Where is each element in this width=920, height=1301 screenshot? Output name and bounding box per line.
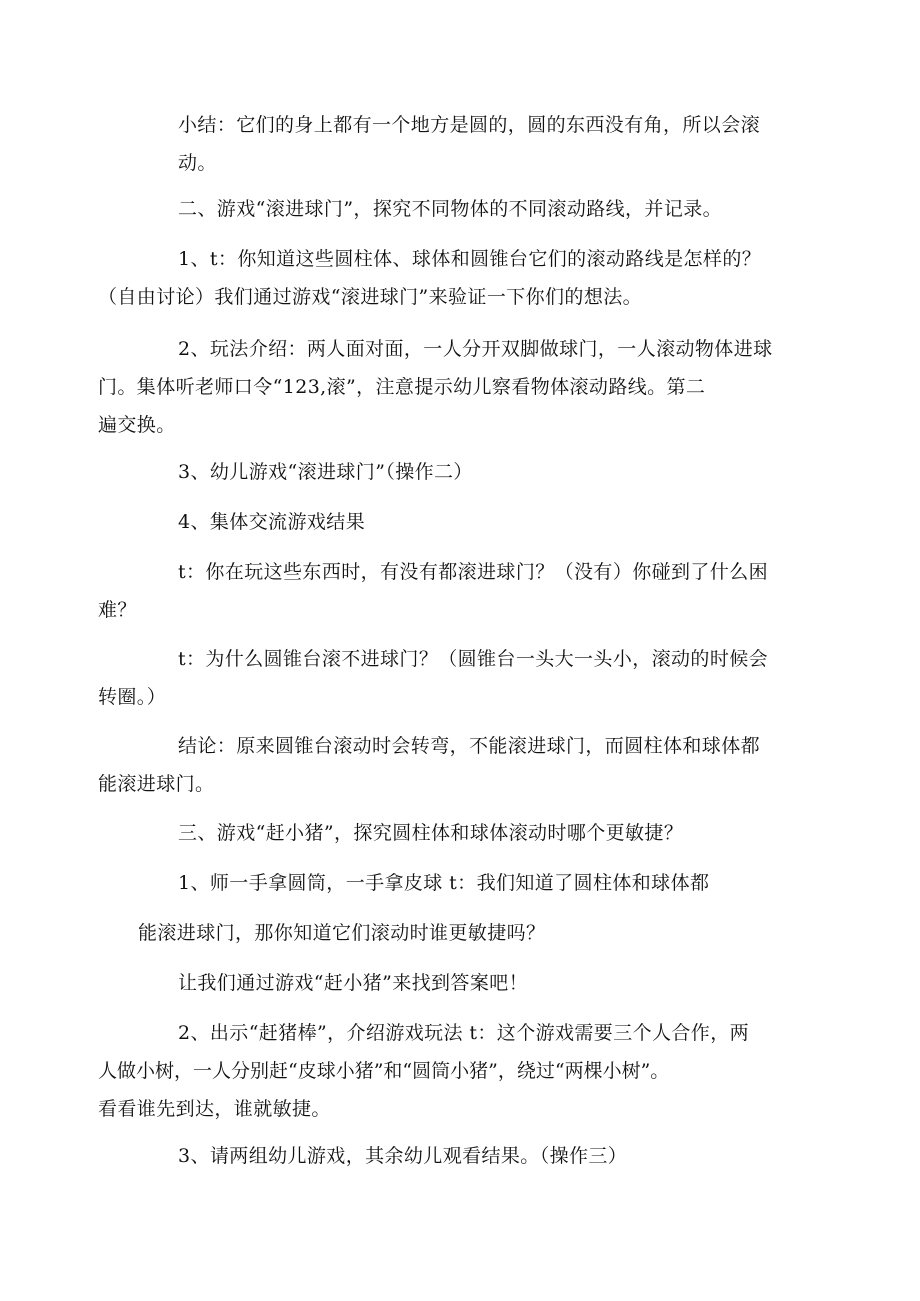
text-line: （自由讨论）我们通过游戏“滚进球门”来验证一下你们的想法。	[98, 286, 643, 308]
text-line: 人做小树，一人分别赶“皮球小猪”和“圆筒小猪”，绕过“两棵小树”。	[98, 1060, 670, 1082]
text-line: 2、玩法介绍：两人面对面，一人分开双脚做球门，一人滚动物体进球	[178, 338, 773, 360]
section-3-heading	[138, 814, 798, 852]
text-line: 让我们通过游戏“赶小猪”来找到答案吧！	[178, 972, 529, 994]
paragraph-s3-item3	[138, 1137, 798, 1175]
paragraph-s2-question2	[98, 640, 798, 716]
paragraph-s2-item3	[138, 453, 798, 491]
paragraph-s3-item2	[98, 1014, 798, 1128]
text-line: 动。	[178, 152, 217, 174]
text-line: t：为什么圆锥台滚不进球门？（圆锥台一头大一头小，滚动的时候会	[178, 648, 769, 670]
text-line: 能滚进球门。	[98, 773, 215, 795]
paragraph-s2-item1	[98, 240, 798, 316]
text-line: t：你在玩这些东西时，有没有都滚进球门？（没有）你碰到了什么困	[178, 561, 769, 583]
text-line: 3、幼儿游戏“滚进球门”（操作二）	[178, 461, 473, 483]
text-line: 2、出示“赶猪棒”，介绍游戏玩法 t：这个游戏需要三个人合作，两	[178, 1022, 749, 1044]
text-line: 三、游戏“赶小猪”，探究圆柱体和球体滚动时哪个更敏捷？	[178, 822, 684, 844]
section-2-heading	[138, 190, 798, 228]
paragraph-s2-item2	[98, 330, 798, 444]
text-line: 二、游戏“滚进球门”，探究不同物体的不同滚动路线，并记录。	[178, 198, 723, 220]
paragraph-s2-conclusion	[98, 727, 798, 803]
paragraph-s3-item1a	[138, 864, 798, 902]
paragraph-s2-item4	[138, 503, 798, 541]
paragraph-s3-item1c	[138, 964, 798, 1002]
text-line: 小结：它们的身上都有一个地方是圆的，圆的东西没有角，所以会滚	[178, 114, 761, 136]
text-line: 1、t：你知道这些圆柱体、球体和圆锥台它们的滚动路线是怎样的？	[178, 248, 762, 270]
text-line: 门。集体听老师口令“123,滚”，注意提示幼儿察看物体滚动路线。第二	[98, 376, 706, 398]
text-line: 转圈。）	[98, 686, 167, 708]
paragraph-s2-question1	[98, 553, 798, 629]
paragraph-summary	[138, 106, 798, 182]
text-line: 1、师一手拿圆筒，一手拿皮球 t：我们知道了圆柱体和球体都	[178, 872, 710, 894]
text-line: 难？	[98, 599, 137, 621]
text-line: 3、请两组幼儿游戏，其余幼儿观看结果。（操作三）	[178, 1145, 628, 1167]
text-line: 4、集体交流游戏结果	[178, 511, 366, 533]
text-line: 结论：原来圆锥台滚动时会转弯，不能滚进球门，而圆柱体和球体都	[178, 735, 761, 757]
text-line: 看看谁先到达，谁就敏捷。	[98, 1098, 331, 1120]
text-line: 能滚进球门，那你知道它们滚动时谁更敏捷吗？	[138, 922, 546, 944]
text-line: 遍交换。	[98, 414, 176, 436]
paragraph-s3-item1b	[138, 914, 798, 952]
